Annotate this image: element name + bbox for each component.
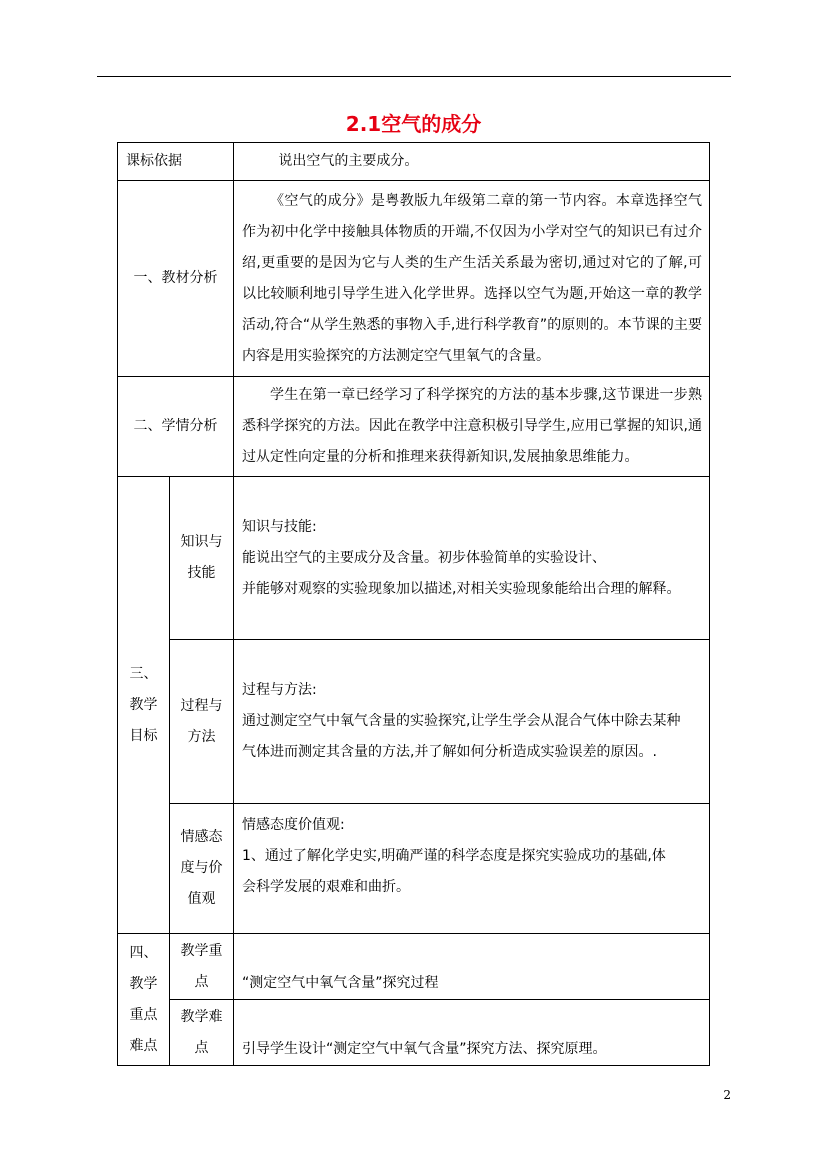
focus-row xyxy=(118,934,710,1000)
knowledge-line: 并能够对观察的实验现象加以描述,对相关实验现象能给出合理的解释。 xyxy=(242,580,681,597)
lesson-plan-table xyxy=(117,142,710,1066)
focus-label xyxy=(170,934,234,1000)
standard-row xyxy=(118,143,710,181)
attitude-label-line: 情感态 xyxy=(180,829,223,845)
header-rule xyxy=(97,76,731,77)
students-label: 二、学情分析 xyxy=(118,377,234,477)
knowledge-row xyxy=(118,477,710,640)
focus-label-line: 点 xyxy=(194,973,209,990)
focus-label-line: 教学重 xyxy=(180,942,223,959)
process-label xyxy=(170,640,234,804)
attitude-content xyxy=(234,804,710,934)
process-line: 通过测定空气中氧气含量的实验探究,让学生学会从混合气体中除去某种 xyxy=(242,713,681,729)
knowledge-label-line: 知识与 xyxy=(180,534,223,550)
students-text: 学生在第一章已经学习了科学探究的方法的基本步骤,这节课进一步熟悉科学探究的方法。因此在教学中注意积极引导学生,应用已掌握的知识,通过从定性向定量的分析和推理来获得新知识,发展抽象思维能力。 xyxy=(242,387,702,465)
process-line: 气体进而测定其含量的方法,并了解如何分析造成实验误差的原因。. xyxy=(242,744,657,760)
textbook-content xyxy=(234,181,710,377)
keypoints-label xyxy=(118,934,170,1066)
goals-label xyxy=(118,477,170,934)
knowledge-line: 能说出空气的主要成分及含量。初步体验简单的实验设计、 xyxy=(242,549,606,566)
process-heading: 过程与方法: xyxy=(242,682,317,698)
difficulty-label-line: 点 xyxy=(194,1039,209,1056)
goals-label-line: 目标 xyxy=(129,727,158,744)
difficulty-row xyxy=(118,1000,710,1066)
attitude-label xyxy=(170,804,234,934)
goals-label-line: 教学 xyxy=(129,696,158,713)
process-content xyxy=(234,640,710,804)
standard-text: 说出空气的主要成分。 xyxy=(278,153,419,169)
attitude-label-line: 值观 xyxy=(187,891,216,907)
page-title: 2.1空气的成分 xyxy=(345,112,482,136)
standard-label: 课标依据 xyxy=(118,143,234,181)
difficulty-label xyxy=(170,1000,234,1066)
focus-content: “测定空气中氧气含量”探究过程 xyxy=(234,934,710,1000)
knowledge-label-line: 技能 xyxy=(187,565,216,581)
attitude-line: 1、通过了解化学史实,明确严谨的科学态度是探究实验成功的基础,体 xyxy=(242,848,666,864)
keypoints-label-line: 难点 xyxy=(129,1037,158,1054)
knowledge-heading: 知识与技能: xyxy=(242,518,317,535)
attitude-row xyxy=(118,804,710,934)
difficulty-content: 引导学生设计“测定空气中氧气含量”探究方法、探究原理。 xyxy=(234,1000,710,1066)
students-content xyxy=(234,377,710,477)
standard-content xyxy=(234,143,710,181)
students-row xyxy=(118,377,710,477)
attitude-heading: 情感态度价值观: xyxy=(242,817,345,833)
knowledge-content xyxy=(234,477,710,640)
keypoints-label-line: 教学 xyxy=(129,975,158,992)
textbook-text: 《空气的成分》是粤教版九年级第二章的第一节内容。本章选择空气作为初中化学中接触具体物质的开端,不仅因为小学对空气的知识已有过介绍,更重要的是因为它与人类的生产生活关系最为密切,通过对它的了解,可以比较顺利地引导学生进入化学世界。选择以空气为题,开始这一章的教学活动,符合“从学生熟悉的事物入手,进行科学教育”的原则的。本节课的主要内容是用实验探究的方法测定空气里氧气的含量。 xyxy=(242,192,702,364)
keypoints-label-line: 重点 xyxy=(129,1006,158,1023)
textbook-row xyxy=(118,181,710,377)
attitude-label-line: 度与价 xyxy=(180,860,223,876)
goals-label-line: 三、 xyxy=(129,665,158,682)
process-label-line: 过程与 xyxy=(180,697,223,714)
page-number: 2 xyxy=(723,1088,731,1102)
textbook-label: 一、教材分析 xyxy=(118,181,234,377)
knowledge-label xyxy=(170,477,234,640)
process-label-line: 方法 xyxy=(187,728,216,745)
difficulty-label-line: 教学难 xyxy=(180,1008,223,1025)
keypoints-label-line: 四、 xyxy=(129,944,158,961)
attitude-line: 会科学发展的艰难和曲折。 xyxy=(242,879,410,895)
process-row xyxy=(118,640,710,804)
